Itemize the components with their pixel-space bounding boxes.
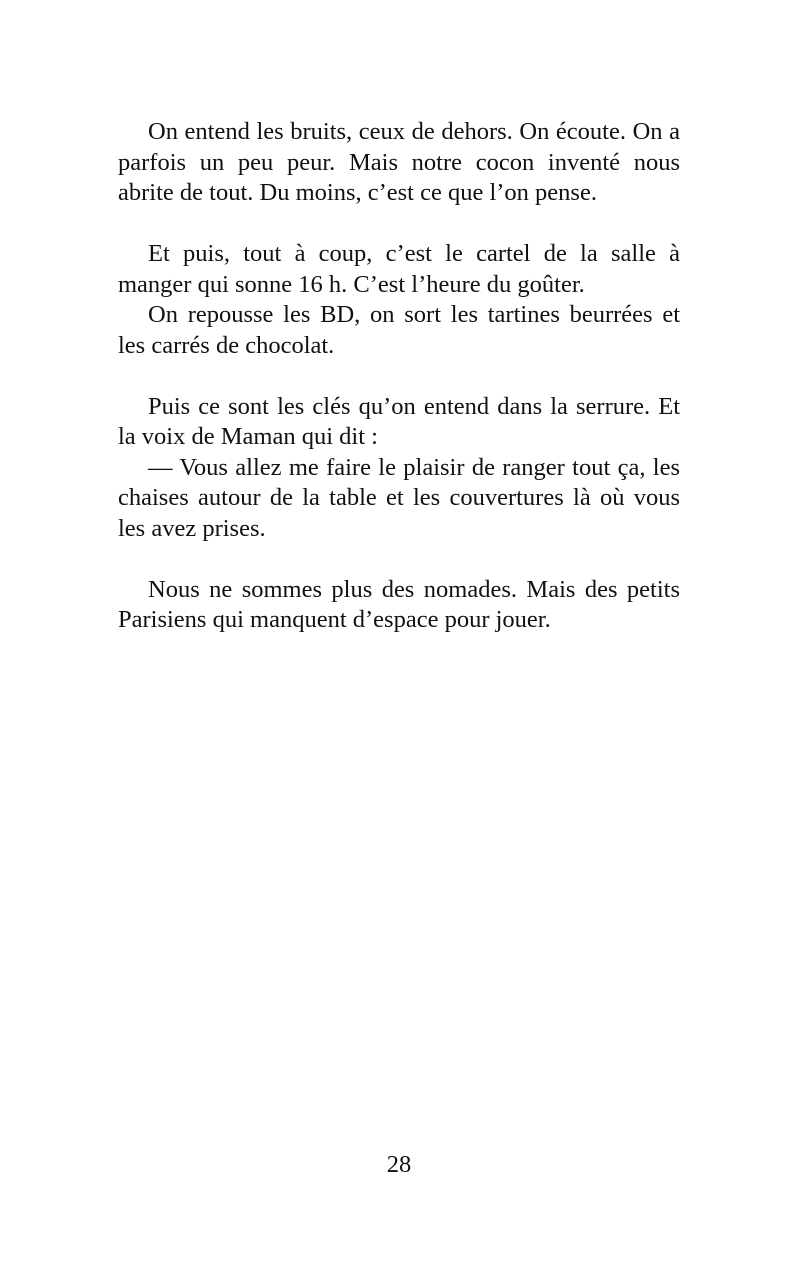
body-text xyxy=(118,117,680,636)
page-number: 28 xyxy=(386,1151,412,1178)
paragraph: On repousse les BD, on sort les tartines beurrées et les carrés de chocolat. xyxy=(118,301,680,359)
paragraph: Nous ne sommes plus des nomades. Mais des petits Parisiens qui manquent d’espace pour jouer. xyxy=(118,575,680,633)
paragraph: On entend les bruits, ceux de dehors. On écoute. On a parfois un peu peur. Mais notre cocon inventé nous abrite de tout. Du moins, c’est ce que l’on pense. xyxy=(118,118,680,206)
paragraph: Et puis, tout à coup, c’est le cartel de la salle à manger qui sonne 16 h. C’est l’heure du goûter. xyxy=(118,240,680,298)
dialogue-paragraph: — Vous allez me faire le plaisir de ranger tout ça, les chaises autour de la table et les couvertures là où vous les avez prises. xyxy=(118,453,680,542)
paragraph: Puis ce sont les clés qu’on entend dans la serrure. Et la voix de Maman qui dit : xyxy=(118,392,680,450)
